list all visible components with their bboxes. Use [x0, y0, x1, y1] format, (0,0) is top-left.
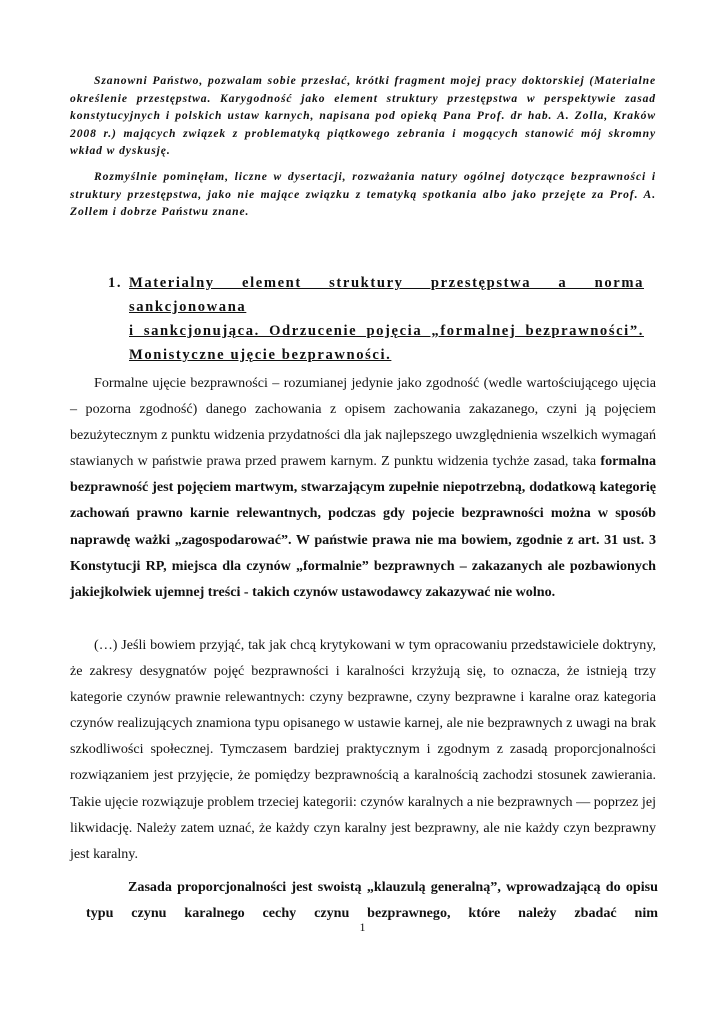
body-paragraph-1-bold: formalna bezprawność jest pojęciem martwym, stwarzającym zupełnie niepotrzebną, dodatkową kategorię zachowań prawno karnie relewantnych, podczas gdy pojecie bezprawności można w sposób naprawdę ważki „zagospodarować”. W państwie prawa nie ma bowiem, zgodnie z art. 31 ust. 3 Konstytucji RP, miejsca dla czynów „formalnie” bezprawnych – zakazanych ale pozbawionych jakiejkolwiek ujemnej treści - takich czynów ustawodawcy zakazywać nie wolno.	[70, 453, 656, 600]
heading-line-1: Materialny element struktury przestępstwa a norma sankcjonowana	[129, 275, 644, 315]
heading-line-2: i sankcjonująca. Odrzucenie pojęcia „formalnej bezprawności”.	[129, 323, 644, 339]
page-number: 1	[359, 920, 366, 934]
conclusion-paragraph: Zasada proporcjonalności jest swoistą „klauzulą generalną”, wprowadzającą do opisu typu czynu karalnego cechy czynu bezprawnego, które należy zbadać nim	[86, 879, 658, 921]
section-number: 1.	[108, 275, 123, 291]
body-paragraph-1-plain: Formalne ujęcie bezprawności – rozumianej jedynie jako zgodność (wedle wartościującego ujęcia – pozorna zgodność) danego zachowania z opisem zachowania zakazanego, czyni ją pojęciem bezużytecznym z punktu widzenia przydatności dla jak najlepszego uwzględnienia wszelkich wymagań stawianych w państwie prawa przed prawem karnym. Z punktu widzenia tychże zasad, taka	[70, 375, 656, 470]
section-heading	[108, 271, 644, 367]
body-paragraph-1	[70, 370, 656, 605]
heading-line-3: Monistyczne ujęcie bezprawności.	[129, 347, 392, 363]
body-paragraph-2: (…) Jeśli bowiem przyjąć, tak jak chcą krytykowani w tym opracowaniu przedstawiciele doktryny, że zakresy desygnatów pojęć bezprawności i karalności krzyżują się, to oznacza, że istnieją trzy kategorie czynów prawnie relewantnych: czyny bezprawne, czyny bezprawne i karalne oraz kategoria czynów realizujących znamiona typu opisanego w ustawie karnej, ale nie bezprawnych z uwagi na brak szkodliwości społecznej. Tymczasem bardziej praktycznym i zgodnym z zasadą proporcjonalności rozwiązaniem jest przyjęcie, że pomiędzy bezprawnością a karalnością zachodzi stosunek zawierania. Takie ujęcie rozwiązuje problem trzeciej kategorii: czynów karalnych a nie bezprawnych — poprzez jej likwidację. Należy zatem uznać, że każdy czyn karalny jest bezprawny, ale nie każdy czyn bezprawny jest karalny.	[70, 637, 656, 862]
intro-paragraph-1: Szanowni Państwo, pozwalam sobie przesłać, krótki fragment mojej pracy doktorskiej (Materialne określenie przestępstwa. Karygodność jako element struktury przestępstwa w perspektywie zasad konstytucyjnych i polskich ustaw karnych, napisana pod opieką Pana Prof. dr hab. A. Zolla, Kraków 2008 r.) mających związek z problematyką piątkowego zebrania i mogących stanowić mój skromny wkład w dyskusję.	[70, 74, 656, 157]
intro-paragraph-2: Rozmyślnie pominęłam, liczne w dysertacji, rozważania natury ogólnej dotyczące bezprawności i struktury przestępstwa, jako nie mające związku z tematyką spotkania albo jako przejęte za Prof. A. Zollem i dobrze Państwu znane.	[70, 170, 656, 218]
